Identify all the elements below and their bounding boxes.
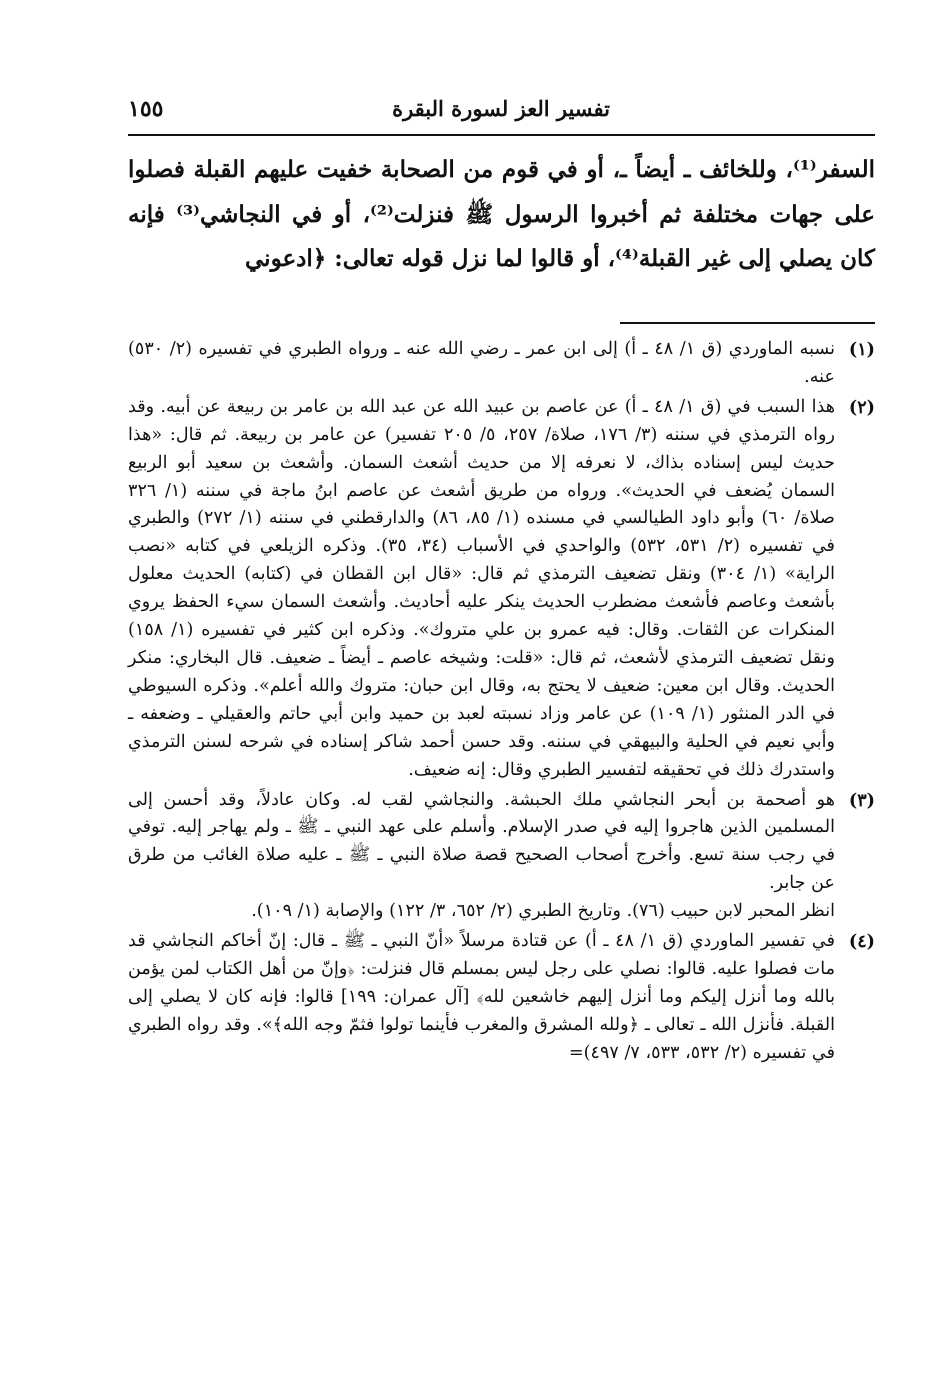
header-rule [128,134,875,136]
footnote-text: نسبه الماوردي (ق ١/ ٤٨ ـ أ) إلى ابن عمر ـ رضي الله عنه ـ ورواه الطبري في تفسيره (٢/ ٥٣٠) عنه. [128,339,835,387]
footnote-2 [128,394,875,785]
main-text [128,148,875,282]
footnotes [128,336,875,1070]
footnote-4 [128,928,875,1068]
running-title: تفسير العز لسورة البقرة [392,96,610,121]
footnote-number: (١) [848,339,875,360]
footnote-text: هذا السبب في (ق ١/ ٤٨ ـ أ) عن عاصم بن عبيد الله عن عبد الله بن عامر بن ربيعة عن أبيه. وقد رواه الترمذي في سننه (٣/ ١٧٦، صلاة/ ٢٥٧، ٥/ ٢٠٥ تفسير) عن عامر بن ربيعة. ثم قال: «هذا حديث ليس إسناده بذاك، لا نعرفه إلا من حديث أشعث السمان. وأشعث بن سعيد أبو الربيع السمان يُضعف في الحديث». ورواه من طريق أشعث عن عاصم ابنُ ماجة في سننه (١/ ٣٢٦ صلاة/ ٦٠) وأبو داود الطيالسي في مسنده (١/ ٨٥، ٨٦) والدارقطني في سننه (١/ ٢٧٢) والطبري في تفسيره (٢/ ٥٣١، ٥٣٢) والواحدي في الأسباب (٣٤، ٣٥). وذكره الزيلعي في كتابه «نصب الراية» (١/ ٣٠٤) ونقل تضعيف الترمذي ثم قال: «قال ابن القطان في (كتابه) الحديث معلول بأشعث وعاصم فأشعث مضطرب الحديث ينكر عليه أحاديث. وأشعث السمان سيء الحفظ يروي المنكرات عن الثقات. وقال: فيه عمرو بن علي متروك». وذكره ابن كثير في تفسيره (١/ ١٥٨) ونقل تضعيف الترمذي لأشعث، ثم قال: «قلت: وشيخه عاصم ـ أيضاً ـ ضعيف. قال البخاري: منكر الحديث. وقال ابن معين: ضعيف لا يحتج به، وقال ابن حبان: متروك والله أعلم». وذكره السيوطي في الدر المنثور (١/ ١٠٩) عن عامر وزاد نسبته لعبد بن حميد وابن أبي حاتم والعقيلي ـ وضعفه ـ وأبي نعيم في الحلية والبيهقي في سننه. وقد حسن أحمد شاكر إسناده في شرحه لسنن الترمذي واستدرك ذلك في تحقيقه لتفسير الطبري وقال: إنه ضعيف. [128,396,836,780]
main-paragraph: السفر⁽¹⁾، وللخائف ـ أيضاً ـ، أو في قوم من الصحابة خفيت عليهم القبلة فصلوا على جهات مختلفة ثم أخبروا الرسول ﷺ فنزلت⁽²⁾، أو في النجاشي⁽³⁾ فإنه كان يصلي إلى غير القبلة⁽⁴⁾، أو قالوا لما نزل قوله تعالى: ﴿ادعوني [128,156,875,272]
footnote-number: (٤) [848,931,875,953]
footnote-text: هو أصحمة بن أبحر النجاشي ملك الحبشة. والنجاشي لقب له. وكان عادلاً، وقد أحسن إلى المسلمين الذين هاجروا إليه في صدر الإسلام. وأسلم على عهد النبي ـ ﷺ ـ ولم يهاجر إليه. توفي في رجب سنة تسع. وأخرج أصحاب الصحيح قصة صلاة النبي ـ ﷺ ـ عليه صلاة الغائب من طرق عن جابر. [128,789,835,894]
footnote-number: (٢) [848,396,875,418]
page-number: ١٥٥ [128,96,164,122]
footnote-text: في تفسير الماوردي (ق ١/ ٤٨ ـ أ) عن قتادة مرسلاً «أنّ النبي ـ ﷺ ـ قال: إنّ أخاكم النجاشي قد مات فصلوا عليه. قالوا: نصلي على رجل ليس بمسلم قال فنزلت: ﴿وإنّ من أهل الكتاب لمن يؤمن بالله وما أنزل إليكم وما أنزل إليهم خاشعين لله﴾ [آل عمران: ١٩٩] قالوا: فإنه كان لا يصلي إلى القبلة. فأنزل الله ـ تعالى ـ ﴿ولله المشرق والمغرب فأينما تولوا فثمّ وجه الله﴾». وقد رواه الطبري في تفسيره (٢/ ٥٣٢، ٥٣٣، ٧/ ٤٩٧)= [128,931,835,1063]
footnote-text: انظر المحبر لابن حبيب (٧٦). وتاريخ الطبري (٢/ ٦٥٢، ٣/ ١٢٢) والإصابة (١/ ١٠٩). [251,901,835,922]
footnote-number: (٣) [848,789,875,811]
footnote-3 [128,787,875,927]
page-header [128,96,875,130]
footnote-separator [620,322,875,324]
footnote-1 [128,336,875,392]
